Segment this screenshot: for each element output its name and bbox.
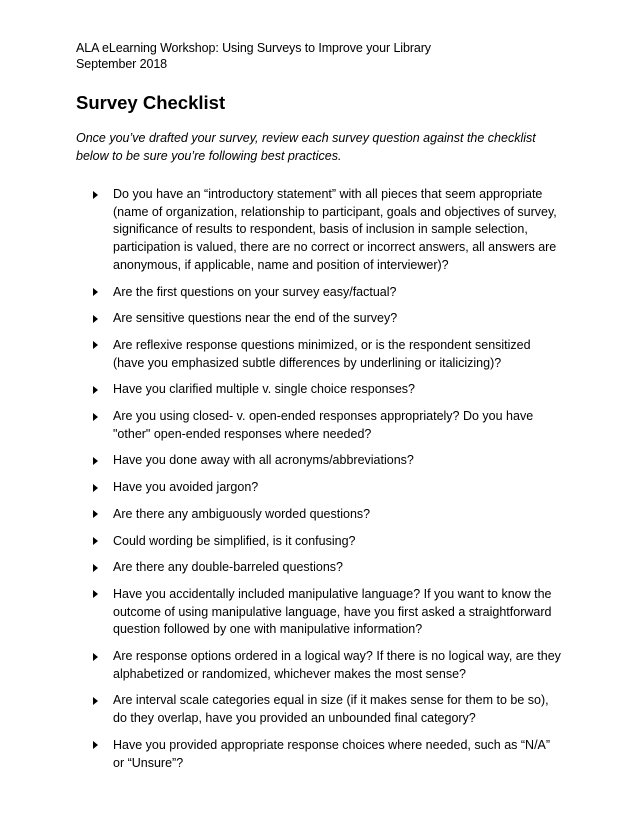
checklist-item-text: Are you using closed- v. open-ended responses appropriately? Do you have "other" open-ended responses where needed?	[113, 409, 534, 441]
checklist-item-text: Are sensitive questions near the end of the survey?	[113, 311, 398, 326]
checklist-item	[76, 381, 562, 399]
checklist-item	[76, 337, 562, 372]
workshop-date: September 2018	[76, 57, 168, 71]
right-triangle-icon	[93, 510, 98, 518]
checklist-item	[76, 559, 562, 577]
right-triangle-icon	[93, 457, 98, 465]
checklist-item	[76, 186, 562, 275]
right-triangle-icon	[93, 697, 98, 705]
right-triangle-icon	[93, 590, 98, 598]
checklist-item-text: Are interval scale categories equal in size (if it makes sense for them to be so), do they overlap, have you provided an unbounded final category?	[113, 693, 549, 726]
right-triangle-icon	[93, 191, 98, 199]
checklist-item-text: Are reflexive response questions minimized, or is the respondent sensitized (have you emphasized subtle differences by underlining or italicizing)?	[113, 337, 531, 370]
checklist-item-text: Are the first questions on your survey easy/factual?	[113, 284, 397, 299]
checklist-item-text: Have you accidentally included manipulative language? If you want to know the outcome of using manipulative language, have you first asked a straightforward question followed by one with manipulative information?	[113, 586, 552, 637]
checklist-item	[76, 452, 562, 470]
right-triangle-icon	[93, 484, 98, 492]
right-triangle-icon	[93, 413, 98, 421]
checklist-item-text: Have you clarified multiple v. single choice responses?	[113, 382, 416, 397]
right-triangle-icon	[93, 741, 98, 749]
checklist-item-text: Do you have an “introductory statement” with all pieces that seem appropriate (name of organization, relationship to participant, goals and objectives of survey, significance of results to respondent, basis of inclusion in sample selection, participation is valued, there are no correct or incorrect answers, all answers are anonymous, if applicable, name and position of interviewer)?	[113, 187, 557, 272]
checklist-item-text: Have you done away with all acronyms/abbreviations?	[113, 453, 414, 468]
intro-paragraph: Once you’ve drafted your survey, review each survey question against the checklist below to be sure you’re following best practices.	[76, 131, 536, 163]
checklist-item-text: Have you avoided jargon?	[113, 480, 259, 495]
checklist-item-text: Are there any ambiguously worded questions?	[113, 506, 371, 521]
checklist-item	[76, 586, 562, 639]
right-triangle-icon	[93, 537, 98, 545]
checklist-item	[76, 737, 562, 772]
workshop-title: ALA eLearning Workshop: Using Surveys to Improve your Library	[76, 41, 431, 55]
checklist	[76, 186, 562, 772]
checklist-item-text: Are response options ordered in a logical way? If there is no logical way, are they alphabetized or randomized, whichever makes the most sense?	[113, 649, 561, 681]
checklist-item	[76, 533, 562, 551]
right-triangle-icon	[93, 386, 98, 394]
checklist-item-text: Could wording be simplified, is it confusing?	[113, 533, 356, 548]
checklist-item	[76, 692, 562, 727]
page-title: Survey Checklist	[76, 92, 226, 113]
right-triangle-icon	[93, 653, 98, 661]
right-triangle-icon	[93, 564, 98, 572]
checklist-item-text: Are there any double-barreled questions?	[113, 560, 344, 575]
checklist-item	[76, 408, 562, 443]
right-triangle-icon	[93, 288, 98, 296]
checklist-item	[76, 506, 562, 524]
right-triangle-icon	[93, 341, 98, 349]
checklist-item	[76, 648, 562, 683]
checklist-item	[76, 479, 562, 497]
checklist-item	[76, 284, 562, 302]
checklist-item	[76, 310, 562, 328]
right-triangle-icon	[93, 315, 98, 323]
checklist-item-text: Have you provided appropriate response choices where needed, such as “N/A” or “Unsure”?	[113, 737, 551, 770]
